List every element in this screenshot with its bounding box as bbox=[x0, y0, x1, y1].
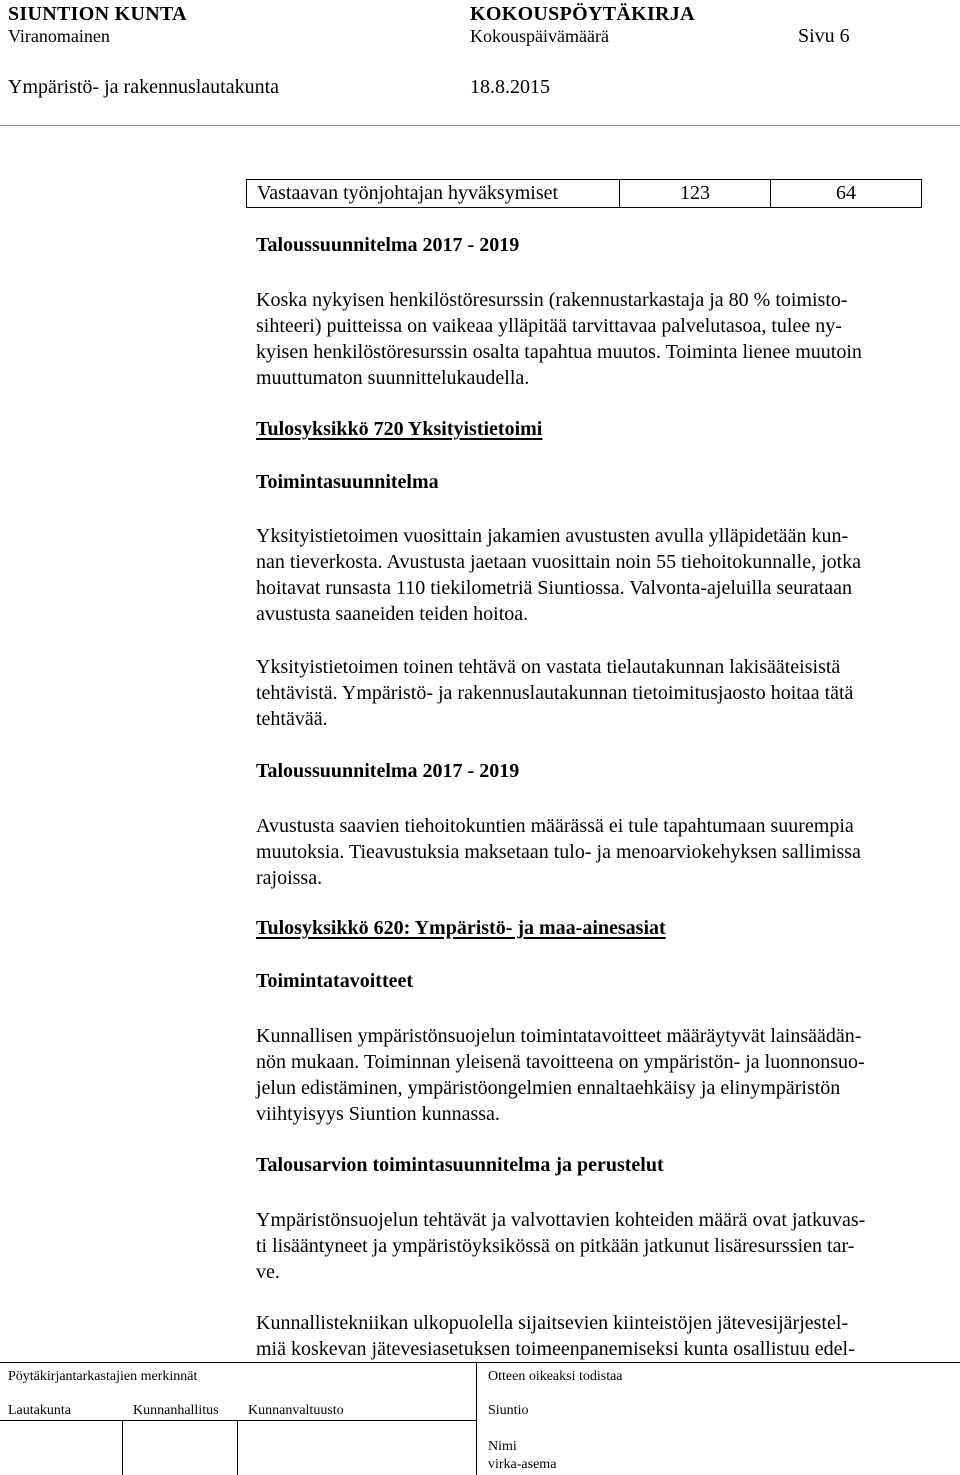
text-line: Yksityistietoimen vuosittain jakamien avustusten avulla ylläpidetään kun- bbox=[256, 525, 849, 547]
text-line: Avustusta saavien tiehoitokuntien määrässä ei tule tapahtumaan suurempia bbox=[256, 815, 854, 837]
text-line: kyisen henkilöstöresurssin osalta tapahtua muutos. Toiminta lienee muutoin bbox=[256, 341, 862, 363]
text-line: muuttumaton suunnittelukaudella. bbox=[256, 367, 530, 389]
header-divider bbox=[0, 125, 960, 126]
text-line: Kunnallistekniikan ulkopuolella sijaitsevien kiinteistöjen jätevesijärjestel- bbox=[256, 1312, 849, 1334]
footer-title-label: virka-asema bbox=[488, 1457, 557, 1472]
footer-top-rule bbox=[0, 1362, 960, 1363]
text-line: Ympäristönsuojelun tehtävät ja valvottavien kohteiden määrä ovat jatkuvas- bbox=[256, 1209, 866, 1231]
text-line: rajoissa. bbox=[256, 867, 323, 889]
footer-place: Siuntio bbox=[488, 1403, 529, 1418]
paragraph bbox=[256, 654, 956, 732]
text-line: muutoksia. Tieavustuksia maksetaan tulo- ja menoarviokehyksen sallimissa bbox=[256, 841, 861, 863]
footer-col-rule bbox=[237, 1420, 238, 1475]
document-type: KOKOUSPÖYTÄKIRJA bbox=[470, 3, 695, 25]
footer-certified-label: Otteen oikeaksi todistaa bbox=[488, 1369, 623, 1384]
text-line: Koska nykyisen henkilöstöresurssin (rakennustarkastaja ja 80 % toimisto- bbox=[256, 289, 848, 311]
footer-body-label: Kunnanhallitus bbox=[133, 1403, 219, 1418]
text-line: sihteeri) puitteissa on vaikeaa ylläpitää tarvittavaa palvelutasoa, tulee ny- bbox=[256, 315, 842, 337]
section-heading: Tulosyksikkö 720 Yksityistietoimi bbox=[256, 418, 543, 440]
authority-name: Ympäristö- ja rakennuslautakunta bbox=[8, 76, 280, 98]
paragraph bbox=[256, 1310, 956, 1362]
footer-name-label: Nimi bbox=[488, 1439, 517, 1454]
org-name: SIUNTION KUNTA bbox=[8, 3, 187, 25]
authority-label: Viranomainen bbox=[8, 26, 110, 46]
subsection-heading: Toimintasuunnitelma bbox=[256, 471, 439, 493]
text-line: viihtyisyys Siuntion kunnassa. bbox=[256, 1103, 500, 1125]
footer-body-label: Lautakunta bbox=[8, 1403, 71, 1418]
subsection-heading: Talousarvion toimintasuunnitelma ja perustelut bbox=[256, 1154, 664, 1176]
section-heading: Taloussuunnitelma 2017 - 2019 bbox=[256, 234, 520, 256]
paragraph bbox=[256, 1207, 956, 1285]
footer-col-rule bbox=[122, 1420, 123, 1475]
text-line: ve. bbox=[256, 1261, 280, 1283]
paragraph bbox=[256, 1023, 956, 1127]
text-line: nön mukaan. Toiminnan yleisenä tavoitteena on ympäristön- ja luonnonsuo- bbox=[256, 1051, 865, 1073]
page-number: Sivu 6 bbox=[798, 25, 850, 47]
section-heading: Taloussuunnitelma 2017 - 2019 bbox=[256, 760, 520, 782]
subsection-heading: Toimintatavoitteet bbox=[256, 970, 414, 992]
section-heading: Tulosyksikkö 620: Ympäristö- ja maa-ainesasiat bbox=[256, 917, 666, 939]
text-line: nan tieverkosta. Avustusta jaetaan vuosittain noin 55 tiehoitokunnalle, jotka bbox=[256, 551, 862, 573]
footer-mid-rule bbox=[0, 1420, 476, 1421]
text-line: Kunnallisen ympäristönsuojelun toimintatavoitteet määräytyvät lainsäädän- bbox=[256, 1025, 862, 1047]
text-line: jelun edistäminen, ympäristöongelmien ennaltaehkäisy ja elinympäristön bbox=[256, 1077, 841, 1099]
table-cell-value: 64 bbox=[771, 180, 922, 208]
text-line: ti lisääntyneet ja ympäristöyksikössä on pitkään jatkunut lisäresurssien tar- bbox=[256, 1235, 855, 1257]
footer-marks-label: Pöytäkirjantarkastajien merkinnät bbox=[8, 1369, 198, 1384]
text-line: tehtävää. bbox=[256, 708, 328, 730]
text-line: hoitavat runsasta 110 tiekilometriä Siuntiossa. Valvonta-ajeluilla seurataan bbox=[256, 577, 852, 599]
table-cell-value: 123 bbox=[620, 180, 771, 208]
paragraph bbox=[256, 523, 956, 627]
text-line: miä koskevan jätevesiasetuksen toimeenpanemiseksi kunta osallistuu edel- bbox=[256, 1338, 855, 1360]
text-line: avustusta saaneiden teiden hoitoa. bbox=[256, 603, 529, 625]
approvals-table bbox=[246, 179, 922, 208]
table-cell-label: Vastaavan työnjohtajan hyväksymiset bbox=[247, 180, 620, 208]
paragraph bbox=[256, 287, 956, 391]
footer-divider bbox=[476, 1362, 477, 1475]
table-row bbox=[247, 180, 922, 208]
footer-body-label: Kunnanvaltuusto bbox=[248, 1403, 344, 1418]
paragraph bbox=[256, 813, 956, 891]
meeting-date: 18.8.2015 bbox=[470, 76, 550, 98]
text-line: Yksityistietoimen toinen tehtävä on vastata tielautakunnan lakisääteisistä bbox=[256, 656, 841, 678]
text-line: tehtävistä. Ympäristö- ja rakennuslautakunnan tietoimitusjaosto hoitaa tätä bbox=[256, 682, 854, 704]
meeting-date-label: Kokouspäivämäärä bbox=[470, 26, 609, 46]
